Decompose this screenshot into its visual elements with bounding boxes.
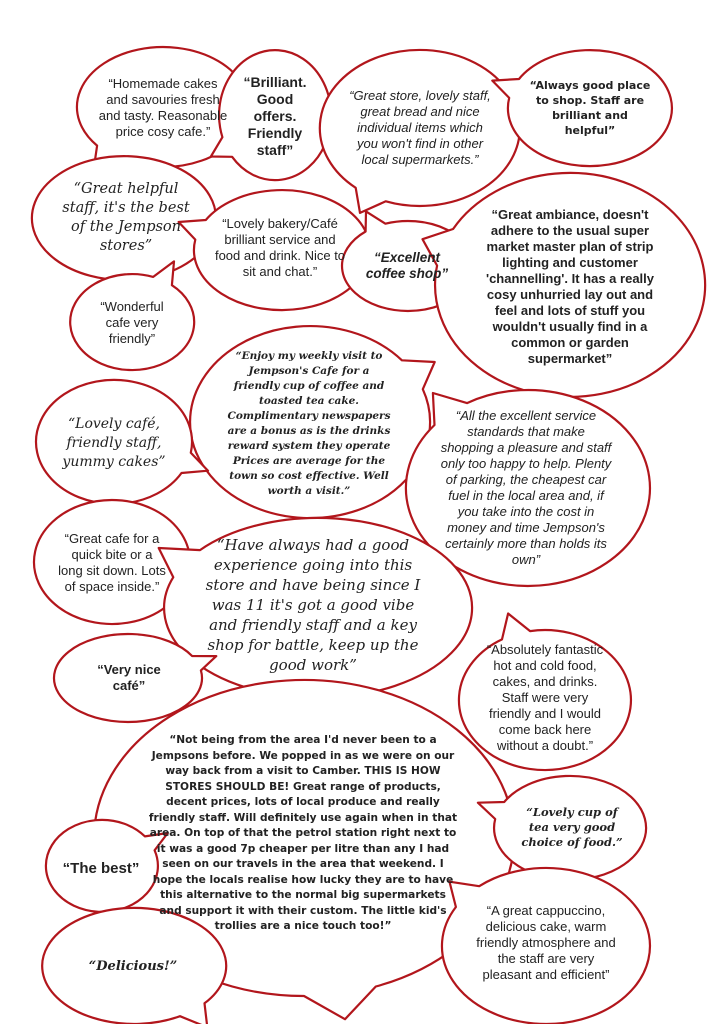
quote-excellent-service-standards: “All the excellent service standards that make shopping a pleasure and staff only too happy to help. Plenty of parking, the cheapest car fuel in the local area and, if you take into the cost in money and time Jempson's certainly more than holds its own”	[440, 408, 612, 567]
quote-great-cappuccino: “A great cappuccino, delicious cake, warm friendly atmosphere and the staff are very pleasant and efficient”	[476, 903, 616, 982]
quote-very-nice-cafe: “Very nice café”	[97, 662, 161, 693]
quote-great-helpful-staff: “Great helpful staff, it's the best of the Jempson stores”	[62, 181, 190, 254]
quote-always-good-place: “Always good place to shop. Staff are brilliant and helpful”	[529, 79, 651, 137]
quote-enjoy-weekly-visit: “Enjoy my weekly visit to Jempson's Cafe for a friendly cup of coffee and toasted tea cake. Complimentary newspapers are a bonus as is the drinks reward system they operate Prices are average for the town so cost effective. Well worth a visit.”	[227, 350, 391, 497]
quote-great-cafe-quick-bite: “Great cafe for a quick bite or a long sit down. Lots of space inside.”	[58, 531, 166, 594]
quote-lovely-cafe-yummy-cakes: “Lovely café, friendly staff, yummy cakes”	[62, 415, 166, 470]
quote-wonderful-cafe: “Wonderful cafe very friendly”	[100, 299, 164, 346]
quote-the-best: “The best”	[62, 859, 140, 877]
quote-lovely-bakery-cafe: “Lovely bakery/Café brilliant service and food and drink. Nice to sit and chat.”	[214, 216, 346, 279]
quote-homemade-cakes: “Homemade cakes and savouries fresh and tasty. Reasonable price cosy cafe.”	[98, 76, 228, 139]
quote-always-had-good-experience: “Have always had a good experience going into this store and have being since I was 11 it's got a good vibe and friendly staff and a key shop for battle, keep up the good work”	[205, 536, 421, 674]
quote-great-ambiance: “Great ambiance, doesn't adhere to the usual super market master plan of strip lighting and customer 'channelling'. It has a really cosy unhurried lay out and feel and lots of stuff you wouldn't usually find in a common or garden supermarket”	[485, 207, 655, 366]
quote-absolutely-fantastic: “Absolutely fantastic hot and cold food, cakes, and drinks. Staff were very friendly and I would come back here without a doubt.”	[486, 642, 604, 753]
quote-delicious: “Delicious!”	[88, 958, 178, 974]
quote-brilliant-good-offers: “Brilliant. Good offers. Friendly staff”	[243, 73, 307, 158]
quote-excellent-coffee-shop: “Excellent coffee shop”	[365, 250, 449, 281]
quote-great-store-lovely-staff: “Great store, lovely staff, great bread and nice individual items which you won't find in other local supermarkets.”	[349, 88, 491, 167]
quote-not-being-from-the-area: “Not being from the area I'd never been to a Jempsons before. We popped in as we were on our way back from a visit to Camber. THIS IS HOW STORES SHOULD BE! Great range of products, decent prices, lots of local produce and really friendly staff. Will definitely use again when in that area. On top of that the petrol station right next to it was a good 7p cheaper per litre than any I had seen on our travels in the area that weekend. I hope the locals realise how lucky they are to have this alternative to the normal big supermarkets and support it with their custom. The little kid's trollies are a nice touch too!”	[148, 734, 458, 933]
quote-lovely-cup-of-tea: “Lovely cup of tea very good choice of food.”	[521, 804, 623, 849]
